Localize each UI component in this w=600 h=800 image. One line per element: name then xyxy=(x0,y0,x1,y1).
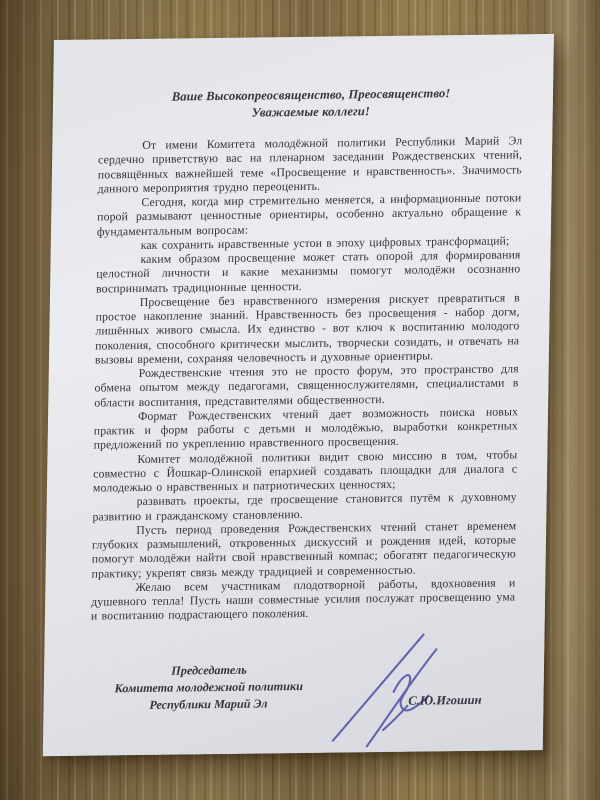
letter-paragraph: Пусть период проведения Рождественских чтений станет временем глубоких размышлений, откровенных дискуссий и рождения идей, которые помогут молодёжи найти свой нравственный компас; обогатят педагогическую практику; укрепят связь между традицией и современностью. xyxy=(91,518,517,581)
letter-paper xyxy=(43,34,554,756)
salutation-line-1: Ваше Высокопреосвященство, Преосвященство! xyxy=(171,86,451,104)
letter-paragraph: каким образом просвещение может стать опорой для формирования целостной личности и какие механизмы помогут молодёжи осознанно воспринимать традиционные ценности. xyxy=(95,247,521,296)
signatory-name: С.Ю.Игошин xyxy=(408,692,482,708)
handwritten-signature xyxy=(327,628,499,748)
letter-paragraph: как сохранить нравственные устои в эпоху цифровых трансформаций; xyxy=(140,233,510,252)
signatory-title-line-2: Комитета молодежной политики xyxy=(114,678,304,695)
letter-paragraph: Просвещение без нравственного измерения рискует превратиться в простое накопление знаний. Нравственность без просвещения - набор догм, лишённых живого смысла. Их единство - вот ключ к воспитанию молодого поколения, способного критически мыслить, творчески созидать, и отвечать на вызовы времени, сохраняя человечность и духовные ориентиры. xyxy=(94,290,520,367)
salutation-line-2: Уважаемые коллеги! xyxy=(251,103,371,120)
letter-paragraph: развивать проекты, где просвещение становится путём к духовному развитию и гражданскому становлению. xyxy=(92,489,517,524)
letter-paragraph: Рождественские чтения это не просто форум, это пространство для обмена опытом между педагогами, священнослужителями, специалистами в области воспитания, представителями общественности. xyxy=(94,361,519,410)
signatory-title xyxy=(83,660,334,714)
letter-paragraph: Комитет молодёжной политики видит свою миссию в том, чтобы совместно с Йошкар-Олинской епархией создавать площадки для диалога с молодежью о нравственных и патриотических ценностях; xyxy=(92,446,518,495)
letter-paragraph: Сегодня, когда мир стремительно меняется, а информационные потоки порой размывают ценностные ориентиры, особенно актуально обращение к фундаментальным вопросам: xyxy=(96,190,522,238)
signatory-title-line-3: Республики Марий Эл xyxy=(149,695,268,712)
salutation xyxy=(99,84,523,122)
letter-body xyxy=(91,133,523,623)
signatory-title-line-1: Председатель xyxy=(171,662,247,678)
letter-paragraph: От имени Комитета молодёжной политики Республики Марий Эл сердечно приветствую вас на пленарном заседании Рождественских чтений, посвящённых важнейшей теме «Просвещение и нравственность». Значимость данного мероприятия трудно переоценить. xyxy=(97,133,523,196)
letter-paragraph: Желаю всем участникам плодотворной работы, вдохновения и душевного тепла! Пусть наши совместные усилия послужат просвещению ума и воспитанию подрастающего поколения. xyxy=(90,575,516,623)
letter-paragraph: Формат Рождественских чтений дает возможность поиска новых практик и форм работы с детьми и молодёжью, выработки конкретных предложений по укреплению нравственного просвещения. xyxy=(93,404,519,452)
signature-block xyxy=(89,644,515,749)
wood-grain-dark-edge xyxy=(0,0,46,800)
